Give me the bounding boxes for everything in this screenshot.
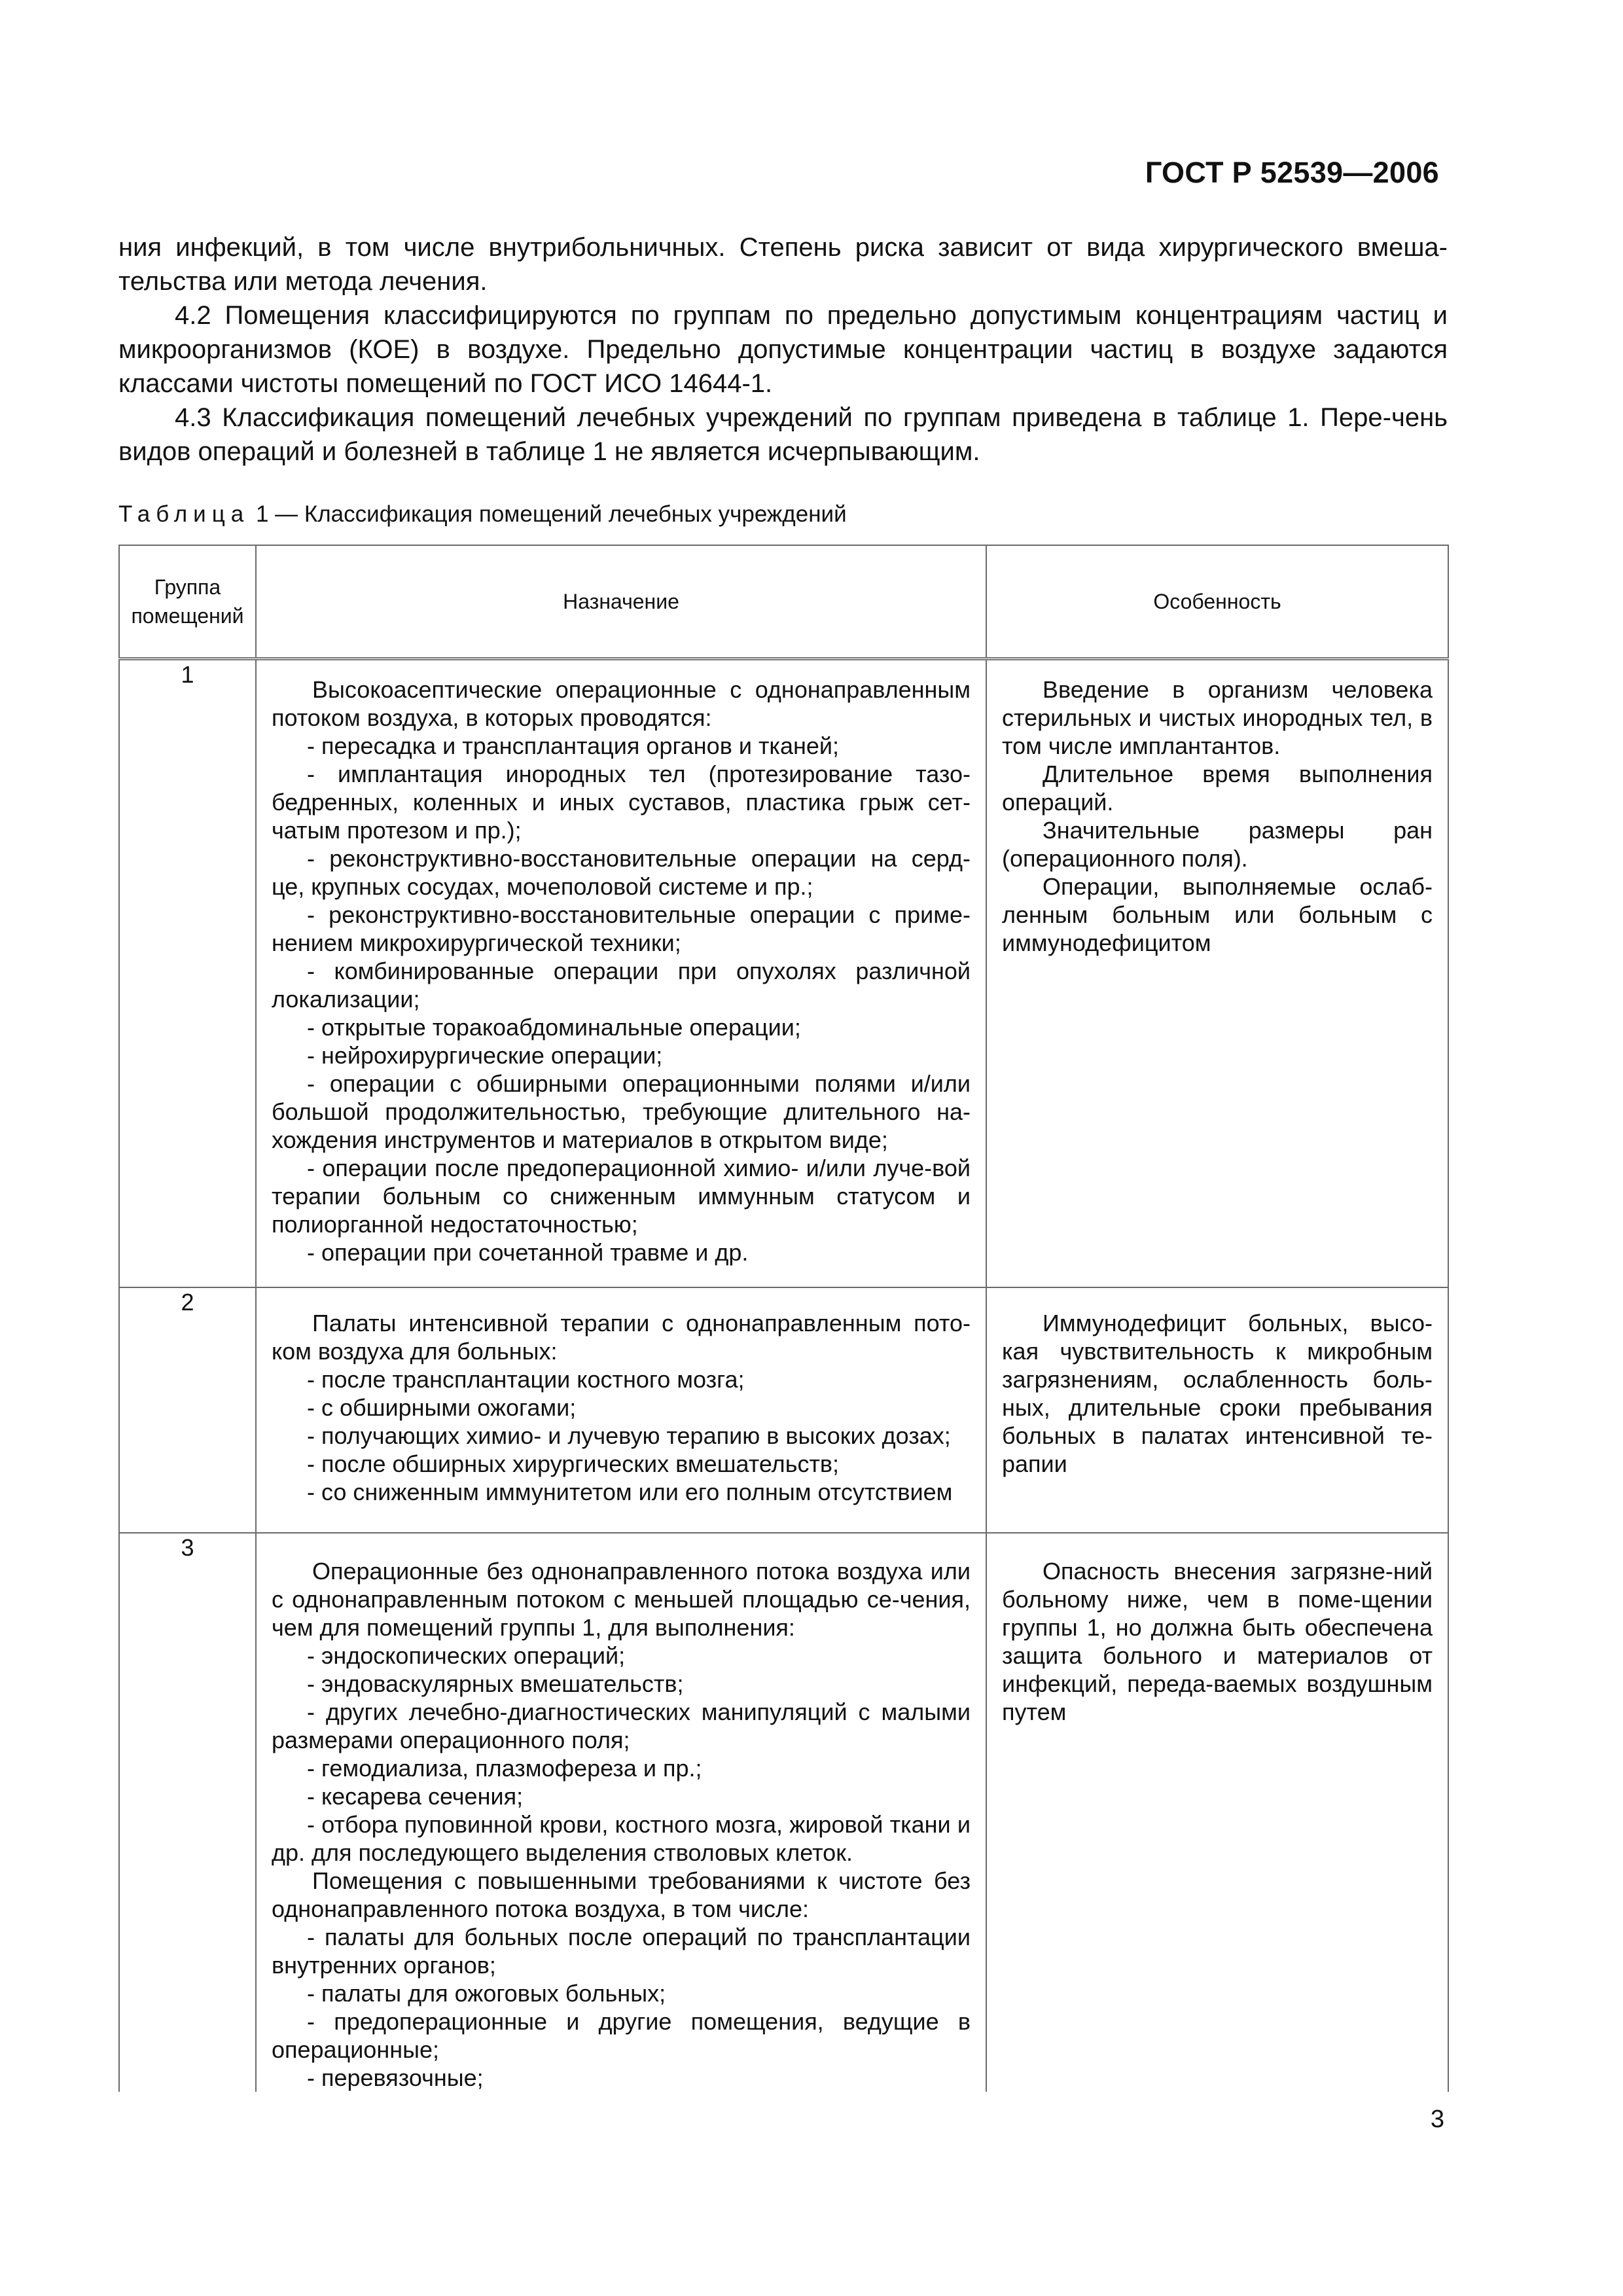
feature-cell — [986, 1533, 1448, 2092]
purpose-line: Операционные без однонаправленного потока воздуха или с однонаправленным потоком с меньшей площадью се-чения, чем для помещений группы 1, для выполнения: — [272, 1557, 971, 1641]
purpose-line: - гемодиализа, плазмофереза и пр.; — [307, 1754, 702, 1782]
purpose-line: - с обширными ожогами; — [307, 1393, 577, 1421]
table-caption-title: 1 — Классификация помещений лечебных учреждений — [249, 501, 847, 527]
header-feature: Особенность — [986, 545, 1448, 658]
purpose-cell — [256, 1533, 986, 2092]
header-purpose: Назначение — [256, 545, 986, 658]
table-caption-prefix: Таблица — [118, 501, 250, 527]
purpose-line: - реконструктивно-восстановительные операции с приме-нением микрохирургической техники; — [272, 901, 971, 956]
purpose-cell — [256, 1287, 986, 1533]
purpose-line: - нейрохирургические операции; — [307, 1041, 663, 1069]
feature-line: Иммунодефицит больных, высо-кая чувствительность к микробным загрязнениям, ослабленность боль-ных, длительные сроки пребывания больных в палатах интенсивной те-рапии — [1002, 1309, 1433, 1477]
purpose-line: - получающих химио- и лучевую терапию в высоких дозах; — [307, 1422, 951, 1449]
purpose-line: - операции при сочетанной травме и др. — [307, 1238, 749, 1266]
document-code: ГОСТ Р 52539—2006 — [1145, 156, 1439, 189]
paragraph-4-2: 4.2 Помещения классифицируются по группам по предельно допустимым концентрациям частиц и микроорганизмов (КОЕ) в воздухе. Предельно допустимые концентрации частиц в воздухе задаются классами чистоты помещений по ГОСТ ИСО 14644-1. — [118, 301, 1448, 398]
purpose-line: - отбора пуповинной крови, костного мозга, жировой ткани и др. для последующего выделения стволовых клеток. — [272, 1810, 971, 1866]
purpose-line: - кесарева сечения; — [307, 1782, 524, 1810]
classification-table — [118, 545, 1449, 2092]
feature-cell — [986, 658, 1448, 1287]
purpose-line: - реконструктивно-восстановительные операции на серд-це, крупных сосудах, мочеполовой системе и пр.; — [272, 844, 971, 900]
table-caption — [118, 501, 847, 528]
feature-line: Введение в организм человека стерильных и чистых инородных тел, в том числе имплантантов. — [1002, 675, 1433, 759]
group-cell: 2 — [119, 1287, 256, 1533]
purpose-line: - операции после предоперационной химио- и/или луче-вой терапии больным со сниженным иммунным статусом и полиорганной недостаточностью; — [272, 1154, 971, 1238]
purpose-line: - операции с обширными операционными полями и/или большой продолжительностью, требующие длительного на-хождения инструментов и материалов в открытом виде; — [272, 1069, 971, 1153]
group-cell: 1 — [119, 658, 256, 1287]
feature-line: Длительное время выполнения операций. — [1002, 760, 1433, 816]
page-number: 3 — [1430, 2106, 1444, 2133]
table-row — [119, 658, 1448, 1287]
group-cell: 3 — [119, 1533, 256, 2092]
body-text — [118, 230, 1448, 469]
purpose-line: - эндоваскулярных вмешательств; — [307, 1670, 684, 1697]
table-row — [119, 1287, 1448, 1533]
purpose-line: - после обширных хирургических вмешательств; — [307, 1450, 840, 1477]
header-group: Группа помещений — [119, 545, 256, 658]
purpose-line: - предоперационные и другие помещения, ведущие в операционные; — [272, 2007, 971, 2063]
purpose-line: - палаты для больных после операций по трансплантации внутренних органов; — [272, 1923, 971, 1979]
feature-line: Операции, выполняемые ослаб-ленным больным или больным с иммунодефицитом — [1002, 872, 1433, 956]
purpose-line: - пересадка и трансплантация органов и тканей; — [307, 732, 840, 759]
purpose-line: - других лечебно-диагностических манипуляций с малыми размерами операционного поля; — [272, 1698, 971, 1753]
purpose-line: - палаты для ожоговых больных; — [307, 1979, 666, 2007]
purpose-line: - комбинированные операции при опухолях различной локализации; — [272, 957, 971, 1013]
purpose-line: - со сниженным иммунитетом или его полным отсутствием — [307, 1478, 953, 1505]
paragraph-4-3: 4.3 Классификация помещений лечебных учреждений по группам приведена в таблице 1. Пере-чень видов операций и болезней в таблице 1 не является исчерпывающим. — [118, 403, 1448, 466]
purpose-line: Палаты интенсивной терапии с однонаправленным пото-ком воздуха для больных: — [272, 1309, 971, 1365]
purpose-line: - открытые торакоабдоминальные операции; — [307, 1013, 801, 1041]
table-header-row — [119, 545, 1448, 658]
purpose-line: - имплантация инородных тел (протезирование тазо-бедренных, коленных и иных суставов, пластика грыж сет-чатым протезом и пр.); — [272, 760, 971, 844]
table-row — [119, 1533, 1448, 2092]
purpose-line: Помещения с повышенными требованиями к чистоте без однонаправленного потока воздуха, в том числе: — [272, 1867, 971, 1922]
feature-cell — [986, 1287, 1448, 1533]
feature-line: Значительные размеры ран (операционного поля). — [1002, 816, 1433, 872]
purpose-line: - эндоскопических операций; — [307, 1641, 626, 1669]
purpose-line: - после трансплантации костного мозга; — [307, 1365, 745, 1393]
feature-line: Опасность внесения загрязне-ний больному ниже, чем в поме-щении группы 1, но должна быть обеспечена защита больного и материалов от инфекций, переда-ваемых воздушным путем — [1002, 1557, 1433, 1725]
purpose-line: - перевязочные; — [307, 2064, 484, 2091]
purpose-cell — [256, 658, 986, 1287]
paragraph-continuation: ния инфекций, в том числе внутрибольничных. Степень риска зависит от вида хирургического вмеша-тельства или метода лечения. — [118, 233, 1448, 296]
purpose-line: Высокоасептические операционные с однонаправленным потоком воздуха, в которых проводятся: — [272, 675, 971, 731]
